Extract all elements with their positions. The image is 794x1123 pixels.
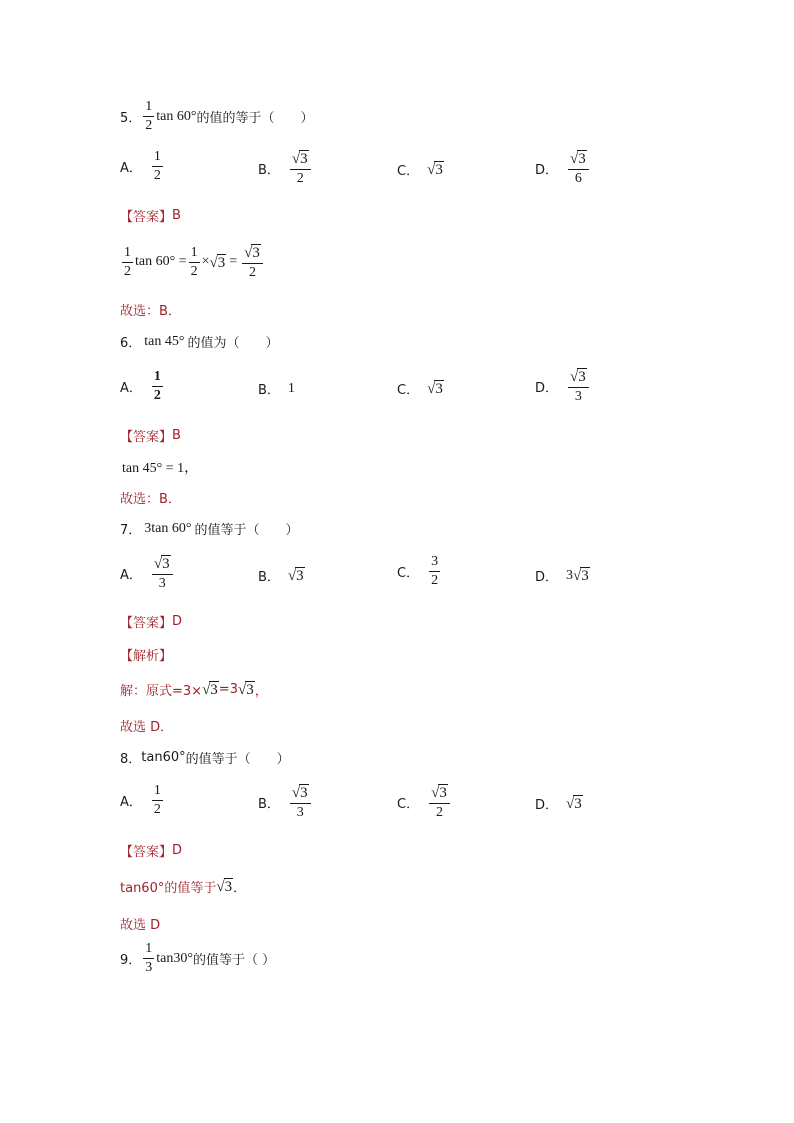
question-6: 6． tan 45° 的值为（ ） <box>120 333 279 351</box>
question-number: 5． <box>120 111 142 126</box>
conclusion-5: 故选：B． <box>120 304 181 319</box>
question-stem: 的值的等于（ ） <box>196 111 314 126</box>
question-number: 7． <box>120 523 142 538</box>
answer-7: 【答案】 D <box>120 614 183 631</box>
fraction: $\frac{1}{2}$ <box>145 99 153 133</box>
option-d: D． √ 3 <box>535 796 582 813</box>
option-c: C． √ 3 2 <box>397 784 452 820</box>
question-7: 7． 3tan 60° 的值等于（ ） <box>120 520 299 538</box>
option-d: D． √ 3 3 <box>535 368 591 404</box>
option-b: B． √ 3 2 <box>258 150 313 186</box>
solution-6: tan 45° = 1， <box>122 461 199 476</box>
option-b: B． √ 3 3 <box>258 784 313 820</box>
option-a: A． $\frac{1}{2}$ <box>120 369 161 403</box>
answer-8: 【答案】 D <box>120 843 183 860</box>
option-a: A． $\frac{1}{2}$ <box>120 783 161 817</box>
option-d: D． 3 √ 3 <box>535 567 589 585</box>
option-d: D． √ 3 6 <box>535 150 591 186</box>
question-5 <box>120 100 314 133</box>
conclusion-7: 故选 D． <box>120 720 174 735</box>
option-c: C． √ 3 <box>397 162 443 179</box>
option-a: A． $\frac{1}{2}$ <box>120 149 161 183</box>
solution-7: 解：原式=3× √ 3 =3 √ 3 ， <box>120 682 268 699</box>
conclusion-8: 故选 D <box>120 918 161 933</box>
solution-8: tan60°的值等于 √ 3 ． <box>120 879 247 896</box>
question-9: 9． $\frac{1}{3}$ tan30° 的值等于（ ） <box>120 941 276 975</box>
conclusion-6: 故选：B． <box>120 492 181 507</box>
question-8: 8． tan60° 的值等于（ ） <box>120 750 290 767</box>
question-number: 9． <box>120 953 142 968</box>
option-c: C． $\frac{3}{2}$ <box>397 554 439 588</box>
option-a: A． √ 3 3 <box>120 555 175 591</box>
option-b: B． √ 3 <box>258 568 304 585</box>
answer-6: 【答案】 B <box>120 428 181 445</box>
option-b: B． 1 <box>258 380 295 398</box>
expression: tan 60° <box>156 108 197 124</box>
question-number: 6． <box>120 336 142 351</box>
analysis-7: 【解析】 <box>120 649 173 664</box>
answer-5: 【答案】 B <box>120 208 181 225</box>
option-c: C． √ 3 <box>397 381 443 398</box>
question-number: 8． <box>120 752 142 767</box>
solution-5: $\frac{1}{2}$ tan 60° = $\frac{1}{2}$ × √ 3 = √ 3 2 <box>120 244 265 280</box>
